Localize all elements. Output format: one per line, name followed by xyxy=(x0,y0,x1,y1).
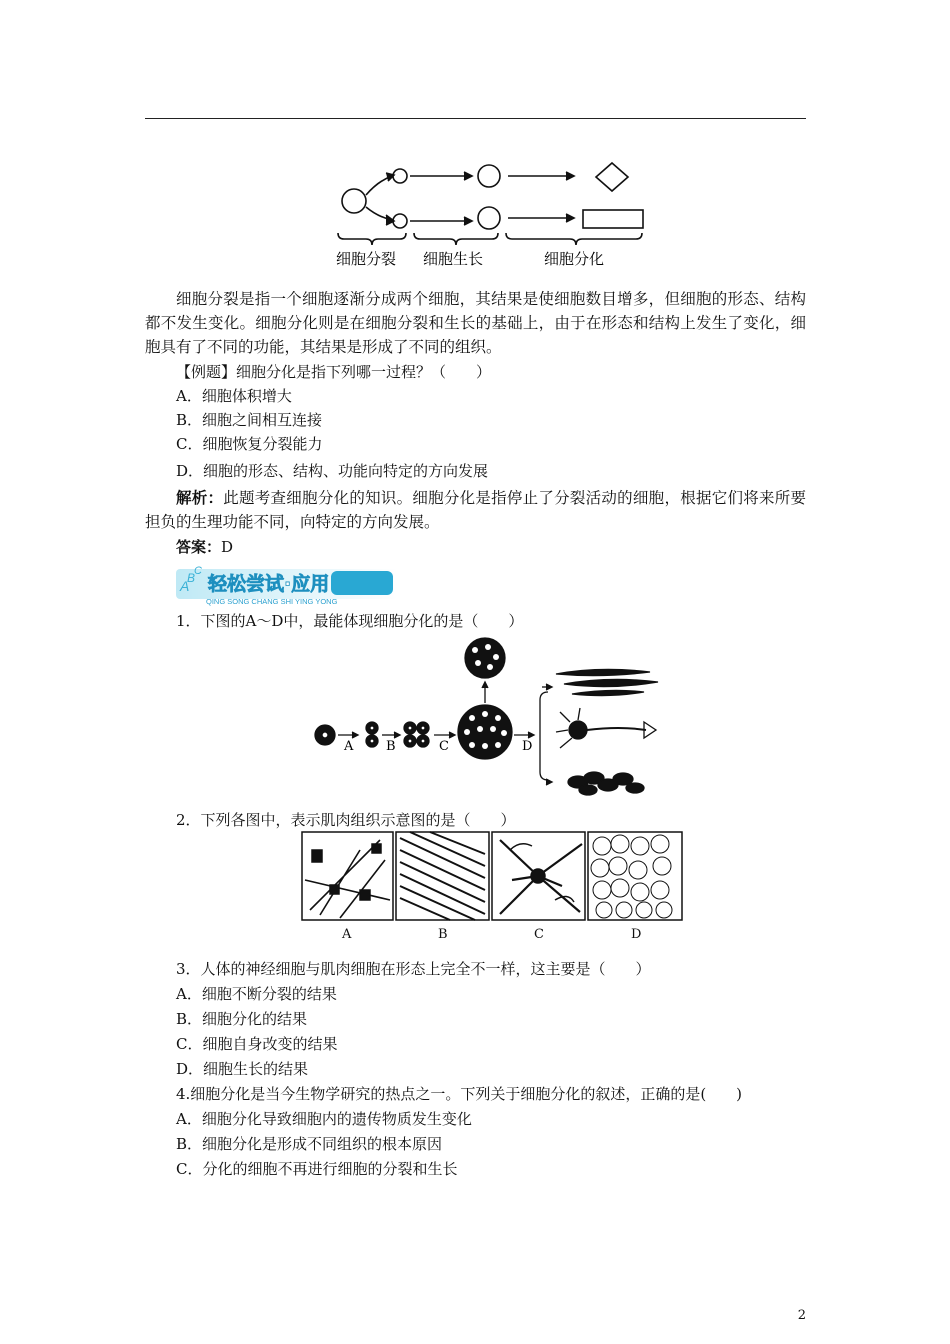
q1-label-a: A xyxy=(344,739,354,754)
analysis-label: 解析： xyxy=(176,488,224,507)
q2-label-a: A xyxy=(342,927,352,942)
q2-label-d: D xyxy=(631,927,642,942)
q3-text: 3．人体的神经细胞与肌肉细胞在形态上完全不一样，这主要是（ ） xyxy=(176,960,651,978)
cell-process-diagram xyxy=(330,155,660,275)
mother-cell xyxy=(342,189,366,213)
q3-option-b: B．细胞分化的结果 xyxy=(176,1010,308,1028)
blood-cells xyxy=(568,772,644,795)
q4-option-b: B．细胞分化是形成不同组织的根本原因 xyxy=(176,1135,443,1153)
banner-title: 轻松尝试·应用 xyxy=(208,573,330,595)
intro-paragraph: 细胞分裂是指一个细胞逐渐分成两个细胞，其结果是使细胞数目增多，但细胞的形态、结构都不发生变化。细胞分化则是在细胞分裂和生长的基础上，由于在形态和结构上发生了变化，细胞具有了不同的功能，其结果是形成了不同的组织。 xyxy=(145,290,806,356)
q3-option-a: A．细胞不断分裂的结果 xyxy=(176,985,337,1003)
label-growth: 细胞生长 xyxy=(423,250,484,268)
cell-cluster xyxy=(458,705,512,759)
banner-letter-b: B xyxy=(187,571,196,585)
cluster-top xyxy=(465,638,505,678)
analysis-text: 此题考查细胞分化的知识。细胞分化是指停止了分裂活动的细胞，根据它们将来所要担负的生理功能不同，向特定的方向发展。 xyxy=(145,489,806,531)
banner-subtitle: QING SONG CHANG SHI YING YONG xyxy=(206,597,338,606)
header-rule xyxy=(145,118,806,119)
label-differentiation: 细胞分化 xyxy=(544,250,605,268)
q2-figure xyxy=(300,830,685,945)
section-banner xyxy=(176,563,401,607)
q2-label-c: C xyxy=(534,927,544,942)
q1-label-d: D xyxy=(522,739,533,754)
q3-option-d: D．细胞生长的结果 xyxy=(176,1060,309,1078)
example-option-d: D．细胞的形态、结构、功能向特定的方向发展 xyxy=(176,462,489,480)
four-cell-stage xyxy=(404,722,429,747)
q1-figure xyxy=(310,632,670,802)
example-option-c: C．细胞恢复分裂能力 xyxy=(176,435,323,453)
daughter-cell-top xyxy=(393,169,407,183)
q2-text: 2．下列各图中，表示肌肉组织示意图的是（ ） xyxy=(176,811,516,829)
differentiated-cell-diamond xyxy=(596,163,628,191)
example-option-a: A．细胞体积增大 xyxy=(176,387,292,405)
answer-line xyxy=(176,536,233,558)
banner-letter-c: C xyxy=(194,565,202,577)
banner-letter-a: A xyxy=(180,578,190,594)
muscle-cells xyxy=(556,669,658,695)
neuron-cell xyxy=(556,708,656,748)
example-question: 【例题】细胞分化是指下列哪一过程？（ ） xyxy=(176,363,492,381)
grown-cell-bottom xyxy=(478,207,500,229)
tissue-panel-d xyxy=(588,832,682,920)
q4-option-c: C．分化的细胞不再进行细胞的分裂和生长 xyxy=(176,1160,458,1178)
q3-option-c: C．细胞自身改变的结果 xyxy=(176,1035,338,1053)
differentiated-cell-rect xyxy=(583,210,643,228)
q1-label-c: C xyxy=(439,739,449,754)
example-option-b: B．细胞之间相互连接 xyxy=(176,411,323,429)
label-division: 细胞分裂 xyxy=(336,250,397,268)
q4-text: 4.细胞分化是当今生物学研究的热点之一。下列关于细胞分化的叙述，正确的是( ) xyxy=(176,1085,743,1103)
q2-label-b: B xyxy=(438,927,448,942)
tissue-panel-b xyxy=(396,832,489,920)
grown-cell-top xyxy=(478,165,500,187)
page-number: 2 xyxy=(797,1308,806,1323)
answer-value: D xyxy=(221,538,234,556)
analysis-paragraph xyxy=(145,486,806,534)
answer-label: 答案： xyxy=(176,538,222,556)
q1-label-b: B xyxy=(386,739,396,754)
q1-text: 1．下图的A～D中，最能体现细胞分化的是（ ） xyxy=(176,612,524,630)
tissue-panel-c xyxy=(492,832,585,920)
tissue-panel-a xyxy=(302,832,393,920)
q4-option-a: A．细胞分化导致细胞内的遗传物质发生变化 xyxy=(176,1110,472,1128)
